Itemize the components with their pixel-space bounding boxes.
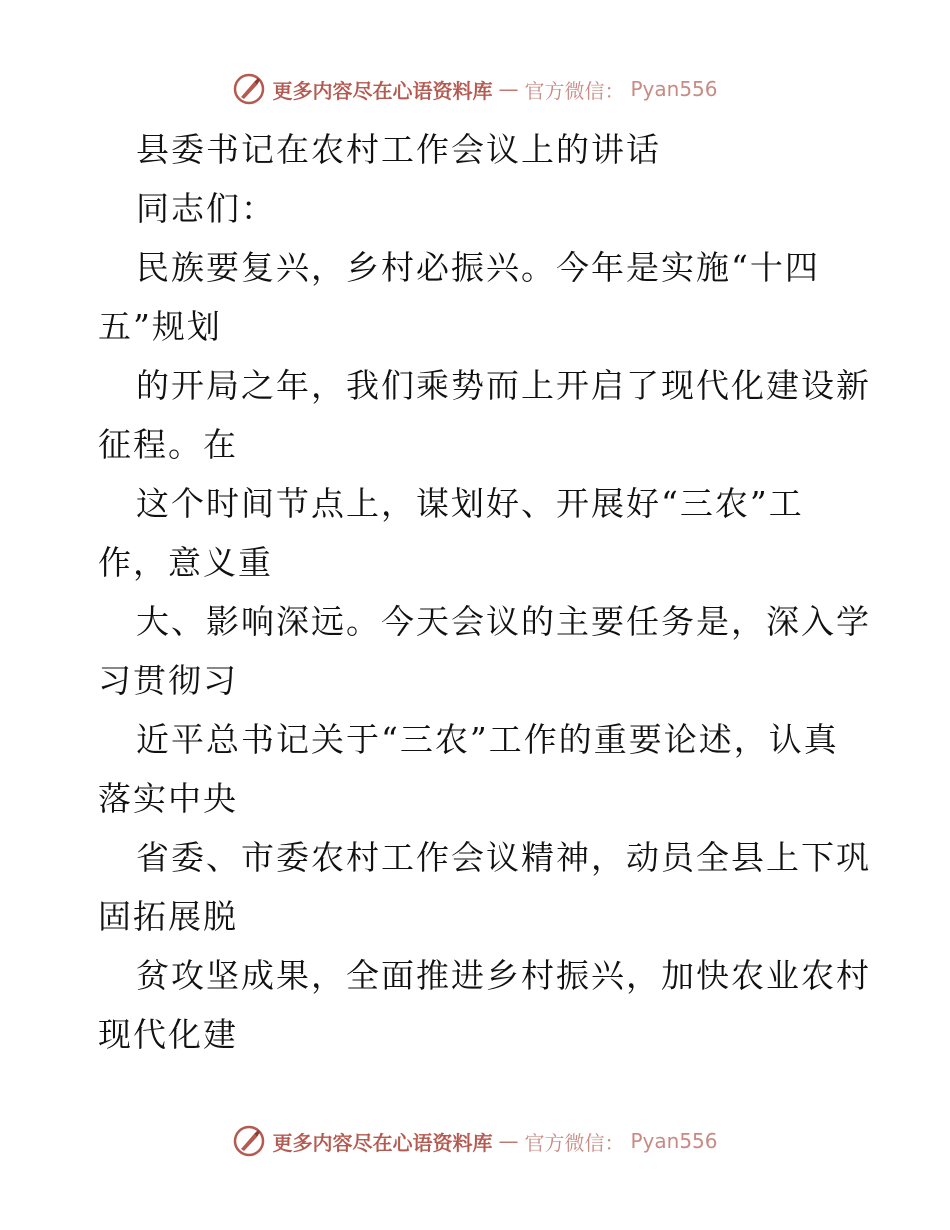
watermark-dash: — bbox=[498, 1129, 519, 1153]
document-body bbox=[98, 120, 871, 1064]
text-line: 民族要复兴，乡村必振兴。今年是实施“十四 bbox=[136, 248, 820, 287]
text-line: 省委、市委农村工作会议精神，动员全县上下巩 bbox=[136, 838, 871, 877]
header-watermark bbox=[0, 72, 950, 106]
text-line: 征程。在 bbox=[98, 425, 238, 464]
pen-logo-icon bbox=[232, 1124, 266, 1158]
watermark-sub-text: 官方微信： bbox=[524, 1130, 625, 1155]
document-title: 县委书记在农村工作会议上的讲话 bbox=[136, 130, 661, 169]
watermark-main-text: 更多内容尽在心语资料库 bbox=[272, 78, 493, 103]
text-line: 的开局之年，我们乘势而上开启了现代化建设新 bbox=[136, 366, 871, 405]
watermark-main-text: 更多内容尽在心语资料库 bbox=[272, 1130, 493, 1155]
text-line: 现代化建 bbox=[98, 1015, 238, 1054]
text-line: 固拓展脱 bbox=[98, 897, 238, 936]
watermark-dash: — bbox=[498, 77, 519, 101]
salutation: 同志们： bbox=[136, 189, 276, 228]
text-line: 作，意义重 bbox=[98, 543, 273, 582]
text-line: 五”规划 bbox=[98, 307, 222, 346]
watermark-sub-text: 官方微信： bbox=[524, 78, 625, 103]
text-line: 落实中央 bbox=[98, 779, 238, 818]
footer-watermark bbox=[0, 1124, 950, 1158]
text-line: 贫攻坚成果，全面推进乡村振兴，加快农业农村 bbox=[136, 956, 871, 995]
watermark-id: Pyan556 bbox=[630, 1129, 718, 1153]
watermark-id: Pyan556 bbox=[630, 77, 718, 101]
text-line: 习贯彻习 bbox=[98, 661, 238, 700]
pen-logo-icon bbox=[232, 72, 266, 106]
text-line: 近平总书记关于“三农”工作的重要论述，认真 bbox=[136, 720, 839, 759]
text-line: 这个时间节点上，谋划好、开展好“三农”工 bbox=[136, 484, 804, 523]
text-line: 大、影响深远。今天会议的主要任务是，深入学 bbox=[136, 602, 871, 641]
